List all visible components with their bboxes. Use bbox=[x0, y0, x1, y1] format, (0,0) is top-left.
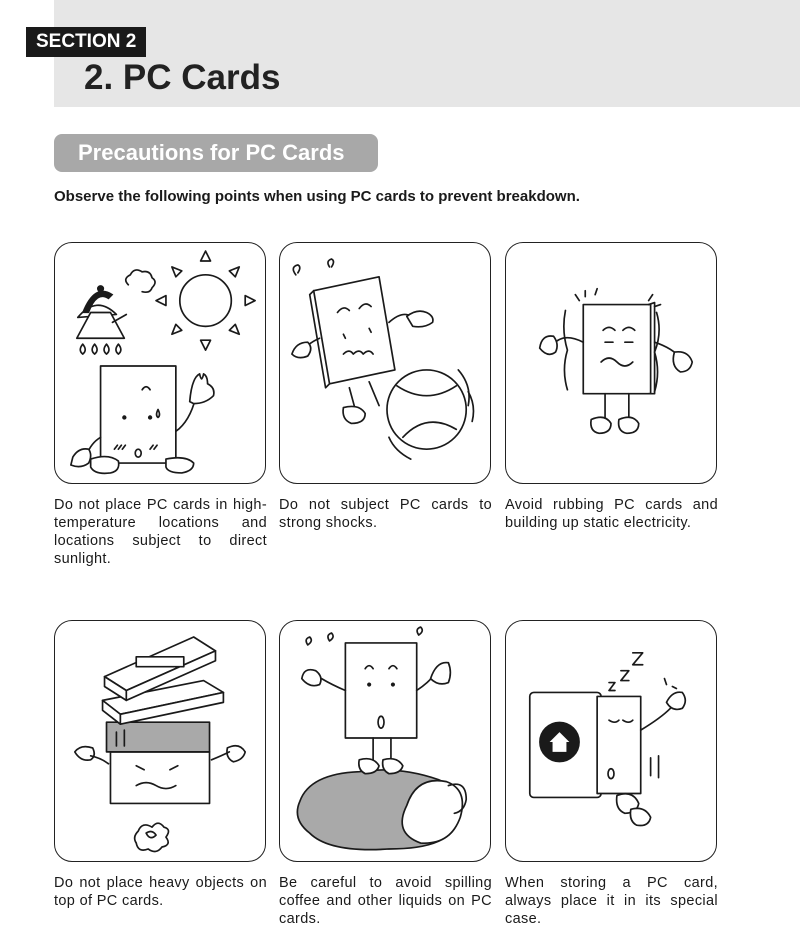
section-tag: SECTION 2 bbox=[26, 27, 146, 57]
caption-heat-sunlight: Do not place PC cards in high-temperature locations and locations subject to direct sunlight. bbox=[54, 497, 267, 567]
subheading: Precautions for PC Cards bbox=[54, 134, 378, 172]
caption-shock: Do not subject PC cards to strong shocks. bbox=[279, 497, 492, 531]
heat-sunlight-illustration bbox=[54, 242, 266, 484]
page-title: 2. PC Cards bbox=[84, 58, 281, 97]
spilled-liquid-illustration bbox=[279, 620, 491, 862]
intro-text: Observe the following points when using PC cards to prevent breakdown. bbox=[54, 188, 580, 205]
caption-static: Avoid rubbing PC cards and building up static electricity. bbox=[505, 497, 718, 531]
static-electricity-illustration bbox=[505, 242, 717, 484]
shock-illustration bbox=[279, 242, 491, 484]
card-case-illustration bbox=[505, 620, 717, 862]
heavy-objects-illustration bbox=[54, 620, 266, 862]
caption-card-case: When storing a PC card, always place it in its special case. bbox=[505, 875, 718, 927]
caption-spilled-liquid: Be careful to avoid spilling coffee and other liquids on PC cards. bbox=[279, 875, 492, 927]
caption-heavy-objects: Do not place heavy objects on top of PC cards. bbox=[54, 875, 267, 909]
